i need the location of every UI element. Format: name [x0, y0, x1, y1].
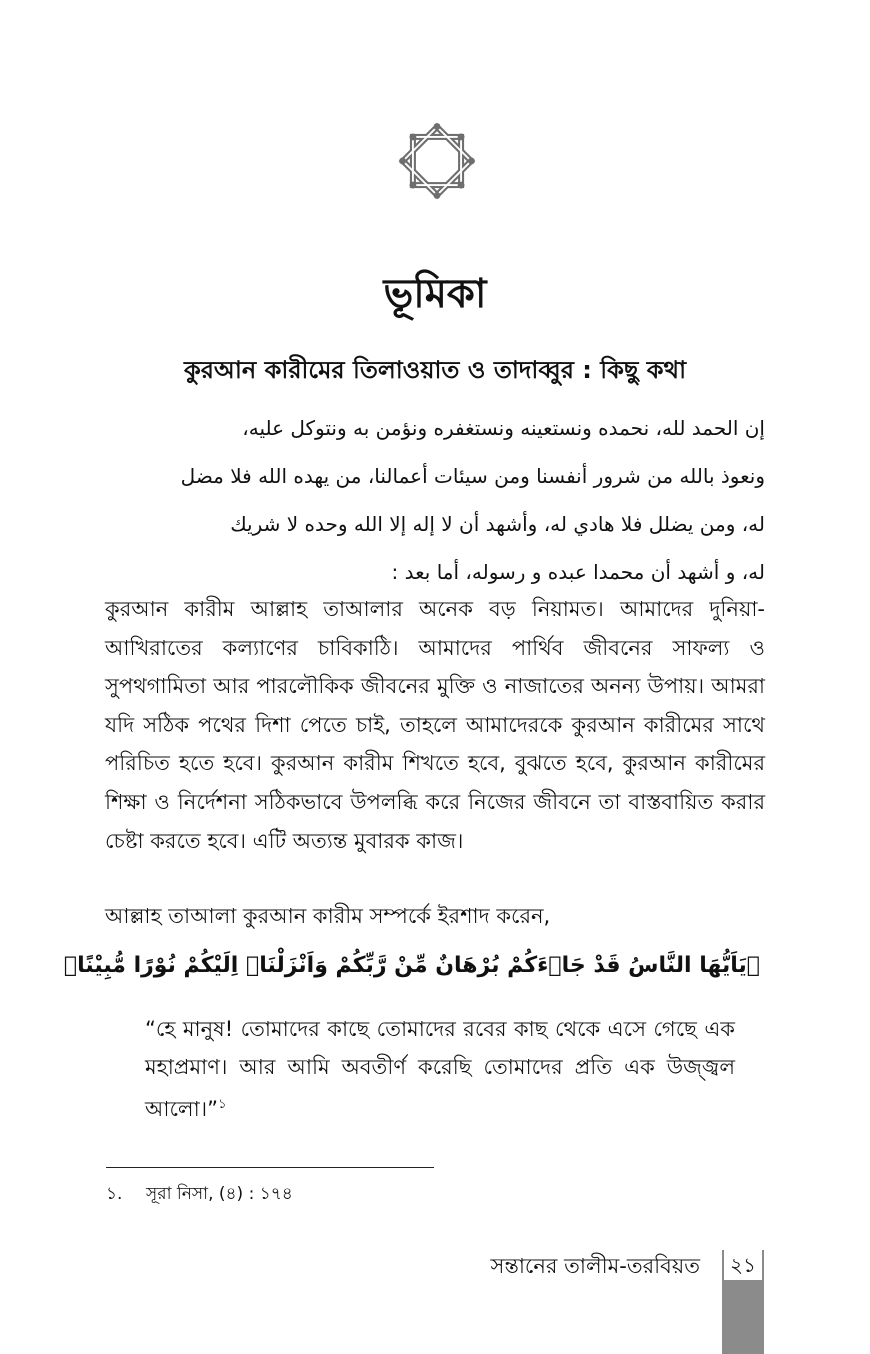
section-subtitle: কুরআন কারীমের তিলাওয়াত ও তাদাব্বুর : কিছু কথা — [183, 356, 687, 384]
arabic-line: إن الحمد لله، نحمده ونستعينه ونستغفره ونؤمن به ونتوكل عليه، — [242, 416, 765, 440]
eight-point-star-ornament-icon — [394, 118, 480, 204]
body-paragraph: কুরআন কারীম আল্লাহ তাআলার অনেক বড় নিয়ামত। আমাদের দুনিয়া-আখিরাতের কল্যাণের চাবিকাঠি। আমাদের পার্থিব জীবনের সাফল্য ও সুপথগামিতা আর পারলৌকিক জীবনের মুক্তি ও নাজাতের অনন্য উপায়। আমরা যদি সঠিক পথের দিশা পেতে চাই, তাহলে আমাদেরকে কুরআন কারীমের সাথে পরিচিত হতে হবে। কুরআন কারীম শিখতে হবে, বুঝতে হবে, কুরআন কারীমের শিক্ষা ও নির্দেশনা সঠিকভাবে উপলব্ধি করে নিজের জীবনে তা বাস্তবায়িত করার চেষ্টা করতে হবে। এটি অত্যন্ত মুবারক কাজ। — [105, 597, 765, 853]
ayah-intro-line: আল্লাহ তাআলা কুরআন কারীম সম্পর্কে ইরশাদ করেন, — [105, 904, 551, 928]
arabic-line: له، و أشهد أن محمدا عبده و رسوله، أما بعد : — [391, 560, 765, 584]
arabic-line: ونعوذ بالله من شرور أنفسنا ومن سيئات أعمالنا، من يهده الله فلا مضل — [180, 464, 765, 488]
arabic-line: له، ومن يضلل فلا هادي له، وأشهد أن لا إله إلا الله وحده لا شريك — [230, 512, 765, 536]
page-title: ভূমিকা — [383, 271, 487, 317]
footnote-number: ১. — [106, 1184, 123, 1204]
footnote — [106, 1180, 293, 1208]
ayah-translation — [145, 1010, 735, 1128]
quran-ayah: ﴿يَاَيُّهَا النَّاسُ قَدْ جَاۤءَكُمْ بُرْهَانٌ مِّنْ رَّبِّكُمْ وَاَنْزَلْنَاۤ اِلَيْكُمْ نُوْرًا مُّبِيْنًا﴾ — [63, 953, 760, 978]
running-footer-title: সন্তানের তালীম-তরবিয়ত — [490, 1254, 700, 1278]
footnote-text: সূরা নিসা, (৪) : ১৭৪ — [146, 1184, 293, 1204]
arabic-khutbah — [105, 404, 765, 596]
page-number: ২১ — [722, 1250, 764, 1280]
translation-text: “হে মানুষ! তোমাদের কাছে তোমাদের রবের কাছ থেকে এসে গেছে এক মহাপ্রমাণ। আর আমি অবতীর্ণ করেছি তোমাদের প্রতি এক উজ্জ্বল আলো।” — [145, 1017, 735, 1121]
footnote-marker: ১ — [218, 1097, 227, 1112]
footnote-divider — [106, 1167, 434, 1168]
